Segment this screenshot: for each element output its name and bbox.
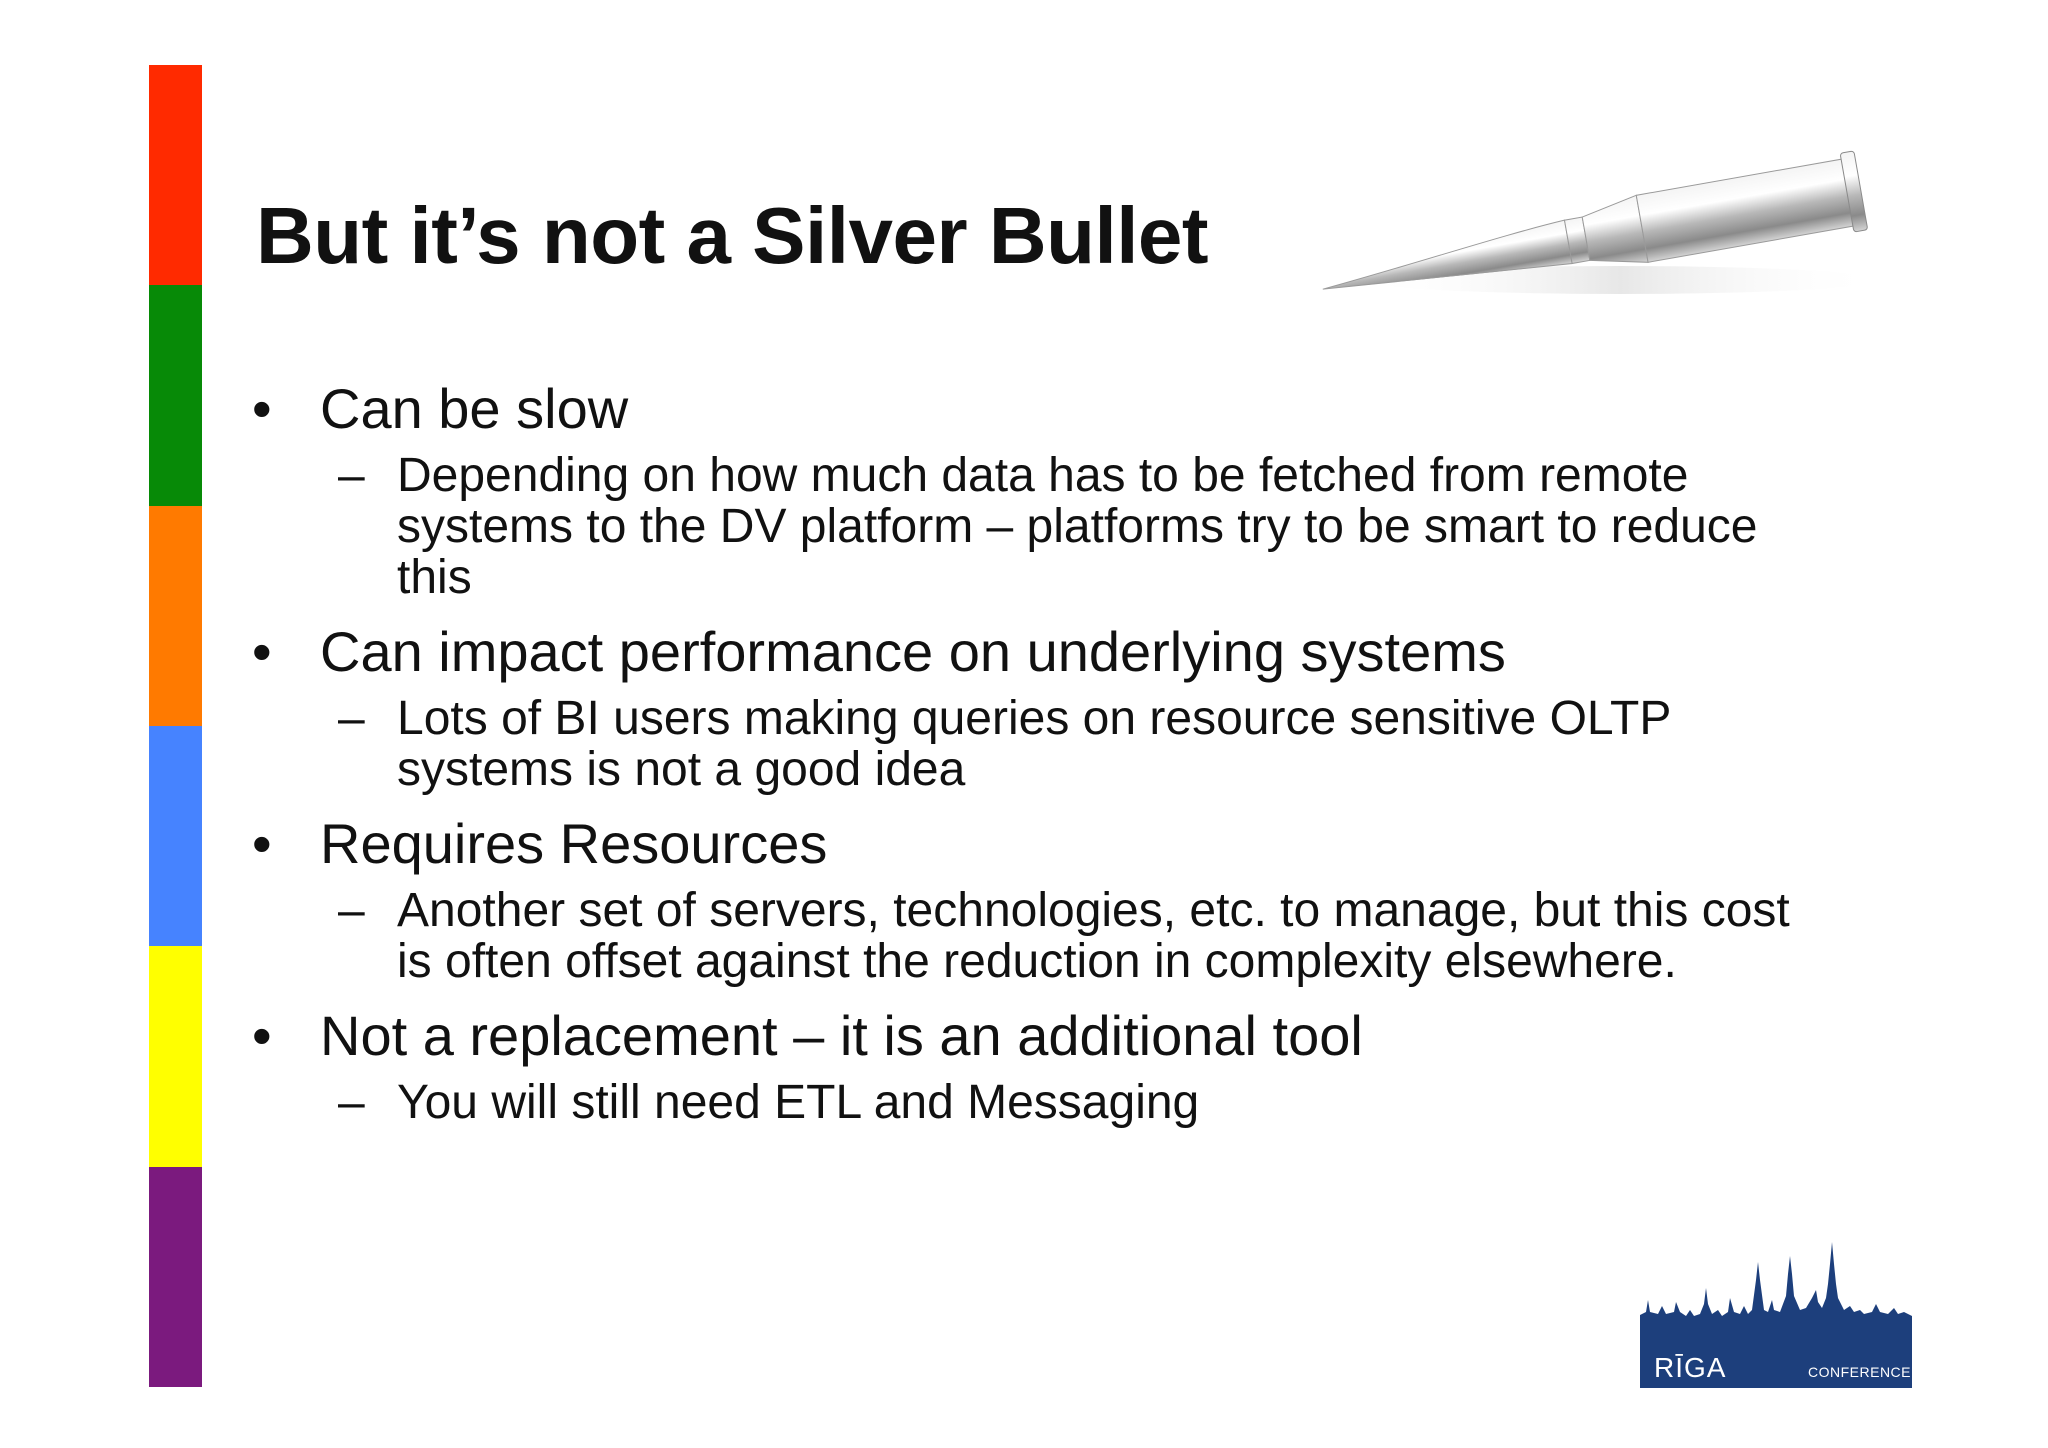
- bullet-list: [252, 378, 1812, 1128]
- bullet-marker: •: [252, 1004, 272, 1067]
- band-yellow: [149, 946, 202, 1166]
- bullet-item: [252, 621, 1812, 683]
- bullet-marker: •: [252, 377, 272, 440]
- sub-bullet-text: Depending on how much data has to be fetched from remote systems to the DV platform – platforms try to be smart to reduce this: [397, 449, 1758, 604]
- sub-bullet-text: You will still need ETL and Messaging: [397, 1076, 1200, 1129]
- sub-bullet-marker: –: [338, 1076, 365, 1129]
- bullet-text: Not a replacement – it is an additional tool: [320, 1004, 1363, 1067]
- sub-bullet-text: Lots of BI users making queries on resource sensitive OLTP systems is not a good idea: [397, 692, 1671, 796]
- bullet-item: [252, 813, 1812, 875]
- silver-bullet-icon: [1300, 130, 1900, 310]
- sub-bullet-item: [252, 450, 1812, 603]
- sub-bullet-item: [252, 1077, 1812, 1128]
- sub-bullet-item: [252, 885, 1812, 987]
- logo-riga-text: RĪGA: [1654, 1352, 1727, 1383]
- band-green: [149, 285, 202, 505]
- band-purple: [149, 1167, 202, 1387]
- bullet-item: [252, 378, 1812, 440]
- bullet-text: Requires Resources: [320, 812, 828, 875]
- band-orange: [149, 506, 202, 726]
- sub-bullet-marker: –: [338, 884, 365, 937]
- bullet-marker: •: [252, 812, 272, 875]
- bullet-item: [252, 1005, 1812, 1067]
- rainbow-band: [149, 65, 202, 1387]
- sub-bullet-marker: –: [338, 692, 365, 745]
- slide-title: But it’s not a Silver Bullet: [256, 191, 1209, 280]
- bullet-marker: •: [252, 620, 272, 683]
- band-blue: [149, 726, 202, 946]
- bullet-text: Can be slow: [320, 377, 629, 440]
- band-red: [149, 65, 202, 285]
- logo-conference-text: CONFERENCE: [1808, 1364, 1912, 1380]
- sub-bullet-item: [252, 693, 1812, 795]
- sub-bullet-text: Another set of servers, technologies, etc. to manage, but this cost is often offset against the reduction in complexity elsewhere.: [397, 884, 1790, 988]
- bullet-text: Can impact performance on underlying systems: [320, 620, 1506, 683]
- sub-bullet-marker: –: [338, 449, 365, 502]
